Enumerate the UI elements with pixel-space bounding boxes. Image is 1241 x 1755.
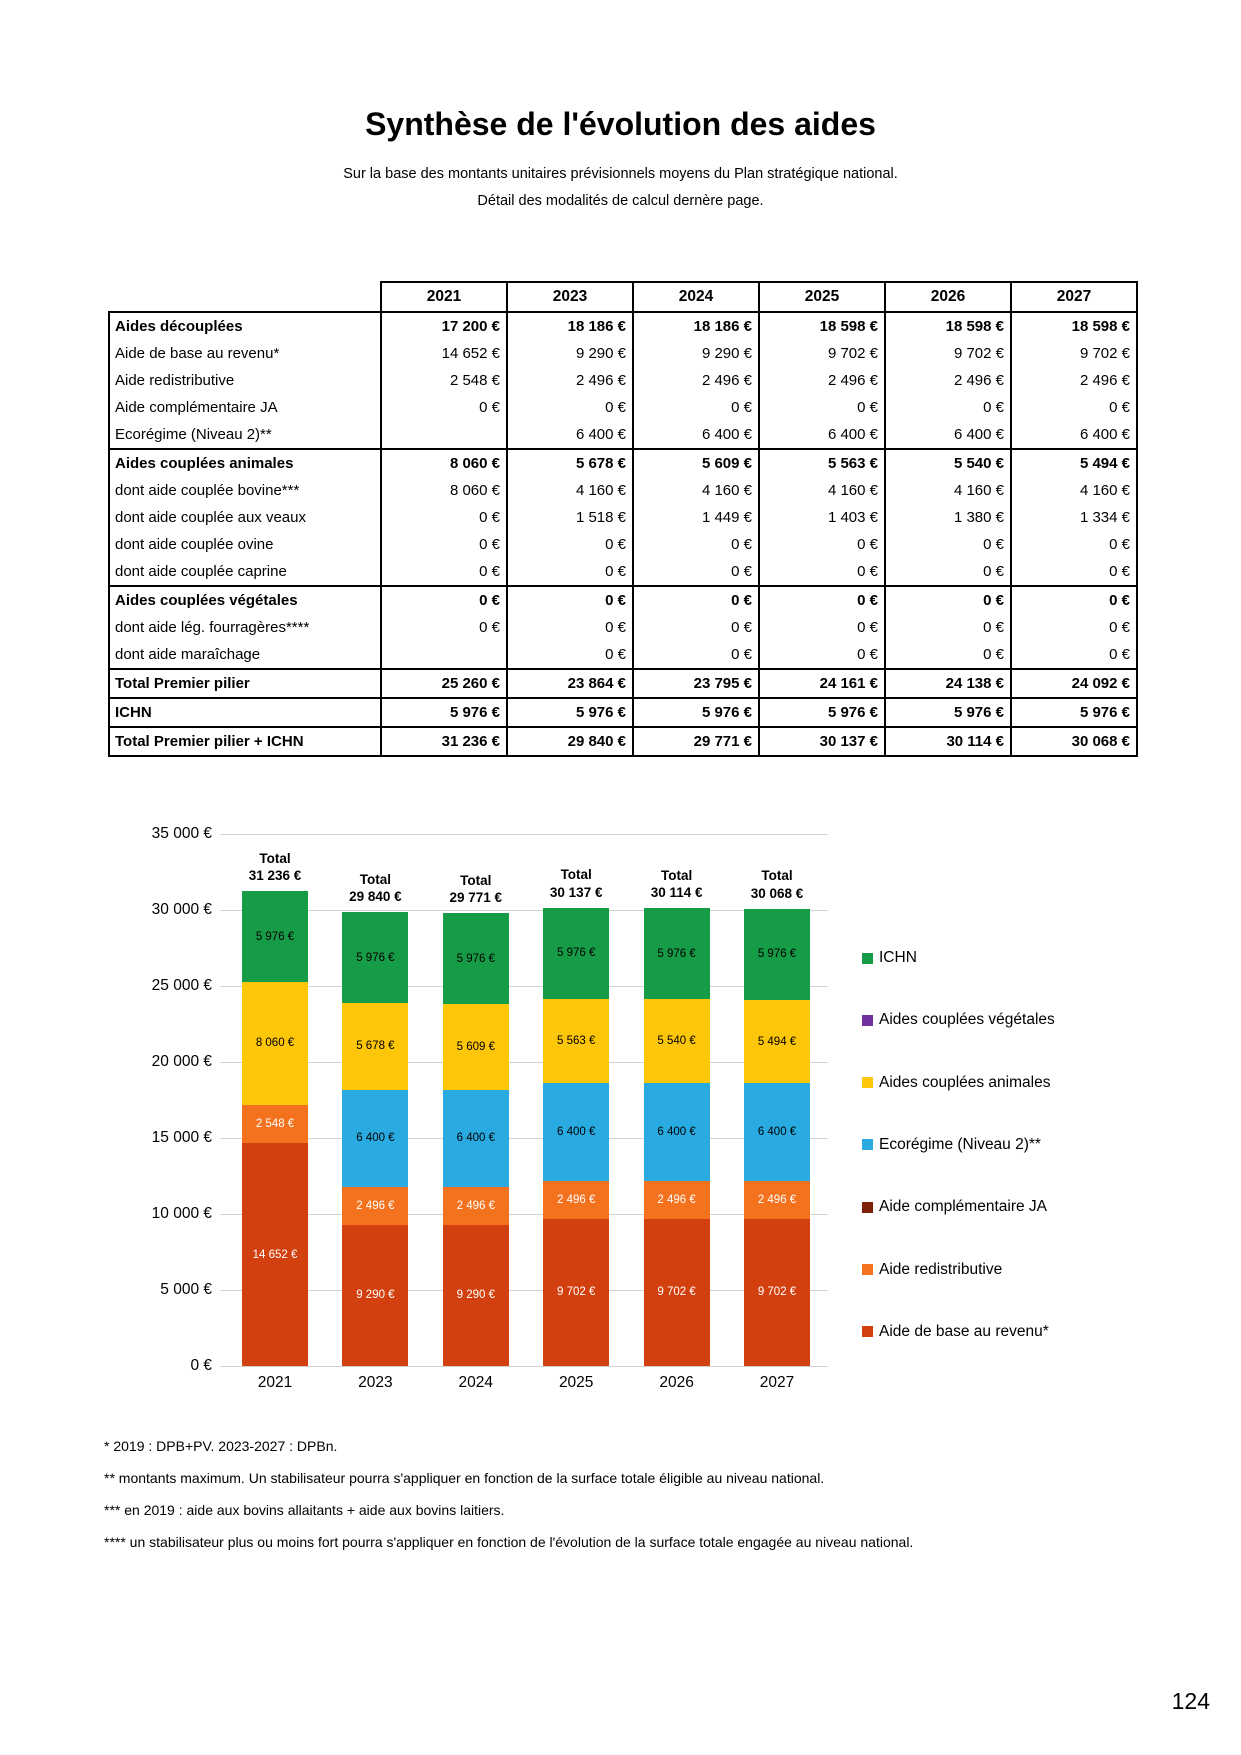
table-row (109, 340, 1137, 367)
legend-label: Ecorégime (Niveau 2)** (879, 1135, 1041, 1153)
value-cell: 0 € (885, 641, 1011, 669)
legend-label: ICHN (879, 949, 917, 966)
value-cell: 0 € (1011, 394, 1137, 421)
value-cell: 2 496 € (759, 367, 885, 394)
footnote-line: **** un stabilisateur plus ou moins fort pourra s'appliquer en fonction de l'évolution de la surface totale engagée au niveau national. (104, 1534, 914, 1550)
y-axis-label: 25 000 € (151, 977, 212, 994)
total-value: 29 771 € (449, 890, 503, 906)
value-cell: 6 400 € (1011, 421, 1137, 449)
bar-value-label: 5 540 € (657, 1035, 696, 1048)
gridline (220, 834, 828, 835)
value-cell: 24 138 € (885, 669, 1011, 698)
bar-value-label: 2 548 € (255, 1117, 295, 1130)
table-row (109, 367, 1137, 394)
table-row (109, 504, 1137, 531)
bar-value-label: 9 702 € (757, 1286, 797, 1299)
value-cell: 18 186 € (633, 312, 759, 340)
bar-value-label: 6 400 € (557, 1125, 596, 1138)
subtitle-line-2: Détail des modalités de calcul dernère page. (477, 193, 764, 209)
bar-value-label: 5 976 € (757, 948, 797, 961)
row-label-cell: Aide de base au revenu* (109, 340, 381, 367)
legend-label: Aides couplées animales (879, 1073, 1051, 1091)
row-label-cell: ICHN (109, 698, 381, 727)
bar-value-label: 9 290 € (456, 1289, 495, 1302)
bar-value-label: 2 496 € (557, 1193, 596, 1206)
total-caption: Total (660, 867, 693, 883)
x-axis-label: 2023 (358, 1374, 393, 1391)
x-axis-label: 2024 (458, 1374, 494, 1391)
bar-value-label: 5 976 € (255, 930, 295, 943)
bar-value-label: 2 496 € (356, 1199, 395, 1212)
bar-value-label: 9 702 € (557, 1286, 596, 1299)
value-cell: 0 € (885, 531, 1011, 558)
row-label-cell: dont aide couplée ovine (109, 531, 381, 558)
table-row (109, 531, 1137, 558)
table-row (109, 586, 1137, 614)
value-cell: 0 € (885, 614, 1011, 641)
value-cell: 8 060 € (381, 449, 507, 477)
total-caption: Total (259, 850, 291, 866)
legend-label: Aide redistributive (879, 1260, 1003, 1278)
value-cell: 18 598 € (1011, 312, 1137, 340)
y-axis-label: 10 000 € (151, 1205, 212, 1222)
value-cell (381, 421, 507, 449)
bar-value-label: 9 290 € (356, 1289, 395, 1302)
gridline (220, 986, 828, 987)
y-axis-label: 35 000 € (151, 825, 212, 842)
y-axis-label: 20 000 € (151, 1053, 212, 1070)
bar-value-label: 8 060 € (255, 1037, 295, 1050)
value-cell: 0 € (1011, 558, 1137, 586)
total-value: 30 114 € (650, 885, 703, 901)
value-cell: 0 € (759, 586, 885, 614)
value-cell: 6 400 € (633, 421, 759, 449)
value-cell: 25 260 € (381, 669, 507, 698)
value-cell: 4 160 € (1011, 477, 1137, 504)
x-axis-label: 2021 (257, 1374, 293, 1391)
bar-value-label: 5 494 € (757, 1035, 797, 1048)
legend-label: Aides couplées végétales (879, 1011, 1055, 1029)
value-cell: 6 400 € (507, 421, 633, 449)
value-cell: 30 114 € (885, 727, 1011, 756)
legend-item (862, 1321, 1049, 1343)
value-cell: 23 864 € (507, 669, 633, 698)
value-cell: 0 € (633, 614, 759, 641)
row-label-cell: Total Premier pilier (109, 669, 381, 698)
row-label-cell: Ecorégime (Niveau 2)** (109, 421, 381, 449)
value-cell: 0 € (633, 586, 759, 614)
value-cell: 0 € (1011, 531, 1137, 558)
value-cell: 0 € (633, 641, 759, 669)
bar-value-label: 5 976 € (657, 947, 696, 960)
value-cell: 8 060 € (381, 477, 507, 504)
bar-value-label: 6 400 € (757, 1125, 797, 1138)
year-header-cell: 2027 (1011, 282, 1137, 312)
value-cell: 31 236 € (381, 727, 507, 756)
value-cell: 0 € (507, 558, 633, 586)
value-cell: 1 380 € (885, 504, 1011, 531)
year-header-cell: 2023 (507, 282, 633, 312)
value-cell: 0 € (759, 394, 885, 421)
value-cell: 0 € (381, 558, 507, 586)
page-number: 124 (1171, 1688, 1210, 1714)
legend-swatch (862, 1264, 873, 1275)
bar-value-label: 9 702 € (657, 1286, 696, 1299)
value-cell: 5 494 € (1011, 449, 1137, 477)
y-axis-label: 0 € (190, 1357, 212, 1374)
value-cell: 5 976 € (885, 698, 1011, 727)
page-title: Synthèse de l'évolution des aides (365, 106, 876, 142)
total-value: 31 236 € (248, 868, 302, 884)
row-label-cell: dont aide couplée aux veaux (109, 504, 381, 531)
footnote-line: ** montants maximum. Un stabilisateur pourra s'appliquer en fonction de la surface totale éligible au niveau national. (104, 1470, 825, 1486)
footnote-line: * 2019 : DPB+PV. 2023-2027 : DPBn. (104, 1438, 338, 1454)
bar-value-label: 6 400 € (356, 1132, 395, 1145)
value-cell: 0 € (381, 614, 507, 641)
value-cell: 30 068 € (1011, 727, 1137, 756)
value-cell: 0 € (1011, 641, 1137, 669)
bar-value-label: 5 678 € (356, 1040, 395, 1053)
total-value: 29 840 € (349, 889, 402, 905)
value-cell: 5 976 € (507, 698, 633, 727)
value-cell: 5 976 € (633, 698, 759, 727)
row-label-cell: Aides découplées (109, 312, 381, 340)
total-value: 30 068 € (750, 885, 804, 901)
value-cell: 0 € (381, 394, 507, 421)
total-caption: Total (560, 867, 592, 883)
value-cell (381, 641, 507, 669)
bar-total-label (712, 867, 842, 902)
value-cell: 6 400 € (759, 421, 885, 449)
bar-value-label: 6 400 € (657, 1125, 696, 1138)
value-cell: 0 € (633, 531, 759, 558)
value-cell: 9 702 € (1011, 340, 1137, 367)
value-cell: 0 € (507, 614, 633, 641)
legend-label: Aide de base au revenu* (879, 1322, 1049, 1340)
value-cell: 4 160 € (759, 477, 885, 504)
legend-swatch (862, 1202, 873, 1213)
value-cell: 24 092 € (1011, 669, 1137, 698)
value-cell: 18 598 € (885, 312, 1011, 340)
y-axis-label: 30 000 € (151, 901, 212, 918)
total-value: 30 137 € (549, 884, 603, 900)
value-cell: 0 € (1011, 614, 1137, 641)
value-cell: 0 € (633, 558, 759, 586)
bar-value-label: 5 976 € (456, 952, 495, 965)
value-cell: 18 598 € (759, 312, 885, 340)
legend-item (862, 1259, 1002, 1281)
value-cell: 30 137 € (759, 727, 885, 756)
value-cell: 0 € (381, 504, 507, 531)
bar-value-label: 5 976 € (557, 947, 596, 960)
value-cell: 0 € (507, 641, 633, 669)
bar-value-label: 5 563 € (557, 1035, 596, 1048)
legend-swatch (862, 1077, 873, 1088)
row-label-cell: Aides couplées animales (109, 449, 381, 477)
value-cell: 2 496 € (885, 367, 1011, 394)
legend-item (862, 947, 917, 969)
y-axis-label: 15 000 € (151, 1129, 212, 1146)
gridline (220, 1366, 828, 1367)
row-label-cell: dont aide couplée bovine*** (109, 477, 381, 504)
bar-value-label: 6 400 € (456, 1132, 495, 1145)
value-cell: 0 € (885, 558, 1011, 586)
value-cell: 0 € (759, 614, 885, 641)
aid-evolution-table (108, 281, 1138, 757)
row-label-cell: dont aide maraîchage (109, 641, 381, 669)
value-cell: 4 160 € (885, 477, 1011, 504)
value-cell: 1 403 € (759, 504, 885, 531)
bar-value-label: 2 496 € (657, 1193, 696, 1206)
legend-item (862, 1009, 1055, 1031)
value-cell: 0 € (381, 531, 507, 558)
value-cell: 0 € (885, 586, 1011, 614)
footnote-line: *** en 2019 : aide aux bovins allaitants + aide aux bovins laitiers. (104, 1502, 505, 1518)
table-row (109, 477, 1137, 504)
bar-value-label: 14 652 € (252, 1248, 298, 1261)
value-cell: 2 548 € (381, 367, 507, 394)
value-cell: 5 609 € (633, 449, 759, 477)
value-cell: 2 496 € (633, 367, 759, 394)
legend-item (862, 1134, 1041, 1156)
legend-label: Aide complémentaire JA (879, 1198, 1047, 1216)
table-header-row (109, 282, 1137, 312)
value-cell: 4 160 € (633, 477, 759, 504)
value-cell: 6 400 € (885, 421, 1011, 449)
value-cell: 18 186 € (507, 312, 633, 340)
table-row (109, 698, 1137, 727)
bar-value-label: 5 976 € (356, 951, 395, 964)
legend-swatch (862, 1015, 873, 1026)
value-cell: 0 € (507, 531, 633, 558)
value-cell: 0 € (381, 586, 507, 614)
value-cell: 5 976 € (1011, 698, 1137, 727)
total-caption: Total (460, 872, 492, 888)
row-label-cell: dont aide couplée caprine (109, 558, 381, 586)
year-header-cell: 2026 (885, 282, 1011, 312)
row-label-cell: Total Premier pilier + ICHN (109, 727, 381, 756)
row-label-cell: Aides couplées végétales (109, 586, 381, 614)
gridline (220, 1214, 828, 1215)
value-cell: 1 334 € (1011, 504, 1137, 531)
value-cell: 24 161 € (759, 669, 885, 698)
value-cell: 4 160 € (507, 477, 633, 504)
value-cell: 0 € (759, 558, 885, 586)
year-header-cell: 2021 (381, 282, 507, 312)
legend-swatch (862, 1139, 873, 1150)
legend-item (862, 1196, 1047, 1218)
y-axis-label: 5 000 € (160, 1281, 212, 1298)
total-caption: Total (761, 868, 793, 884)
table-corner-cell (109, 282, 381, 312)
value-cell: 9 290 € (633, 340, 759, 367)
gridline (220, 1062, 828, 1063)
legend-item (862, 1072, 1050, 1094)
table-row (109, 558, 1137, 586)
value-cell: 9 702 € (885, 340, 1011, 367)
value-cell: 0 € (759, 531, 885, 558)
table-row (109, 421, 1137, 449)
bar-value-label: 2 496 € (757, 1193, 797, 1206)
table-row (109, 641, 1137, 669)
x-axis-label: 2025 (558, 1374, 594, 1391)
table-row (109, 669, 1137, 698)
value-cell: 9 290 € (507, 340, 633, 367)
row-label-cell: Aide complémentaire JA (109, 394, 381, 421)
bar-value-label: 2 496 € (456, 1199, 495, 1212)
bar-value-label: 5 609 € (456, 1040, 495, 1053)
value-cell: 0 € (507, 586, 633, 614)
value-cell: 1 518 € (507, 504, 633, 531)
value-cell: 0 € (633, 394, 759, 421)
table-row (109, 449, 1137, 477)
value-cell: 0 € (507, 394, 633, 421)
x-axis-label: 2026 (659, 1374, 694, 1391)
value-cell: 0 € (759, 641, 885, 669)
row-label-cell: dont aide lég. fourragères**** (109, 614, 381, 641)
table-row (109, 727, 1137, 756)
value-cell: 9 702 € (759, 340, 885, 367)
year-header-cell: 2025 (759, 282, 885, 312)
value-cell: 0 € (885, 394, 1011, 421)
table-row (109, 614, 1137, 641)
legend-swatch (862, 953, 873, 964)
legend-swatch (862, 1326, 873, 1337)
value-cell: 0 € (1011, 586, 1137, 614)
value-cell: 5 563 € (759, 449, 885, 477)
value-cell: 5 678 € (507, 449, 633, 477)
value-cell: 14 652 € (381, 340, 507, 367)
table-row (109, 312, 1137, 340)
value-cell: 5 976 € (759, 698, 885, 727)
value-cell: 23 795 € (633, 669, 759, 698)
value-cell: 29 840 € (507, 727, 633, 756)
value-cell: 17 200 € (381, 312, 507, 340)
gridline (220, 910, 828, 911)
total-caption: Total (359, 871, 392, 887)
value-cell: 29 771 € (633, 727, 759, 756)
subtitle-line-1: Sur la base des montants unitaires prévisionnels moyens du Plan stratégique national. (343, 166, 898, 182)
value-cell: 5 976 € (381, 698, 507, 727)
value-cell: 2 496 € (1011, 367, 1137, 394)
row-label-cell: Aide redistributive (109, 367, 381, 394)
value-cell: 5 540 € (885, 449, 1011, 477)
year-header-cell: 2024 (633, 282, 759, 312)
value-cell: 2 496 € (507, 367, 633, 394)
table-row (109, 394, 1137, 421)
value-cell: 1 449 € (633, 504, 759, 531)
x-axis-label: 2027 (759, 1374, 795, 1391)
